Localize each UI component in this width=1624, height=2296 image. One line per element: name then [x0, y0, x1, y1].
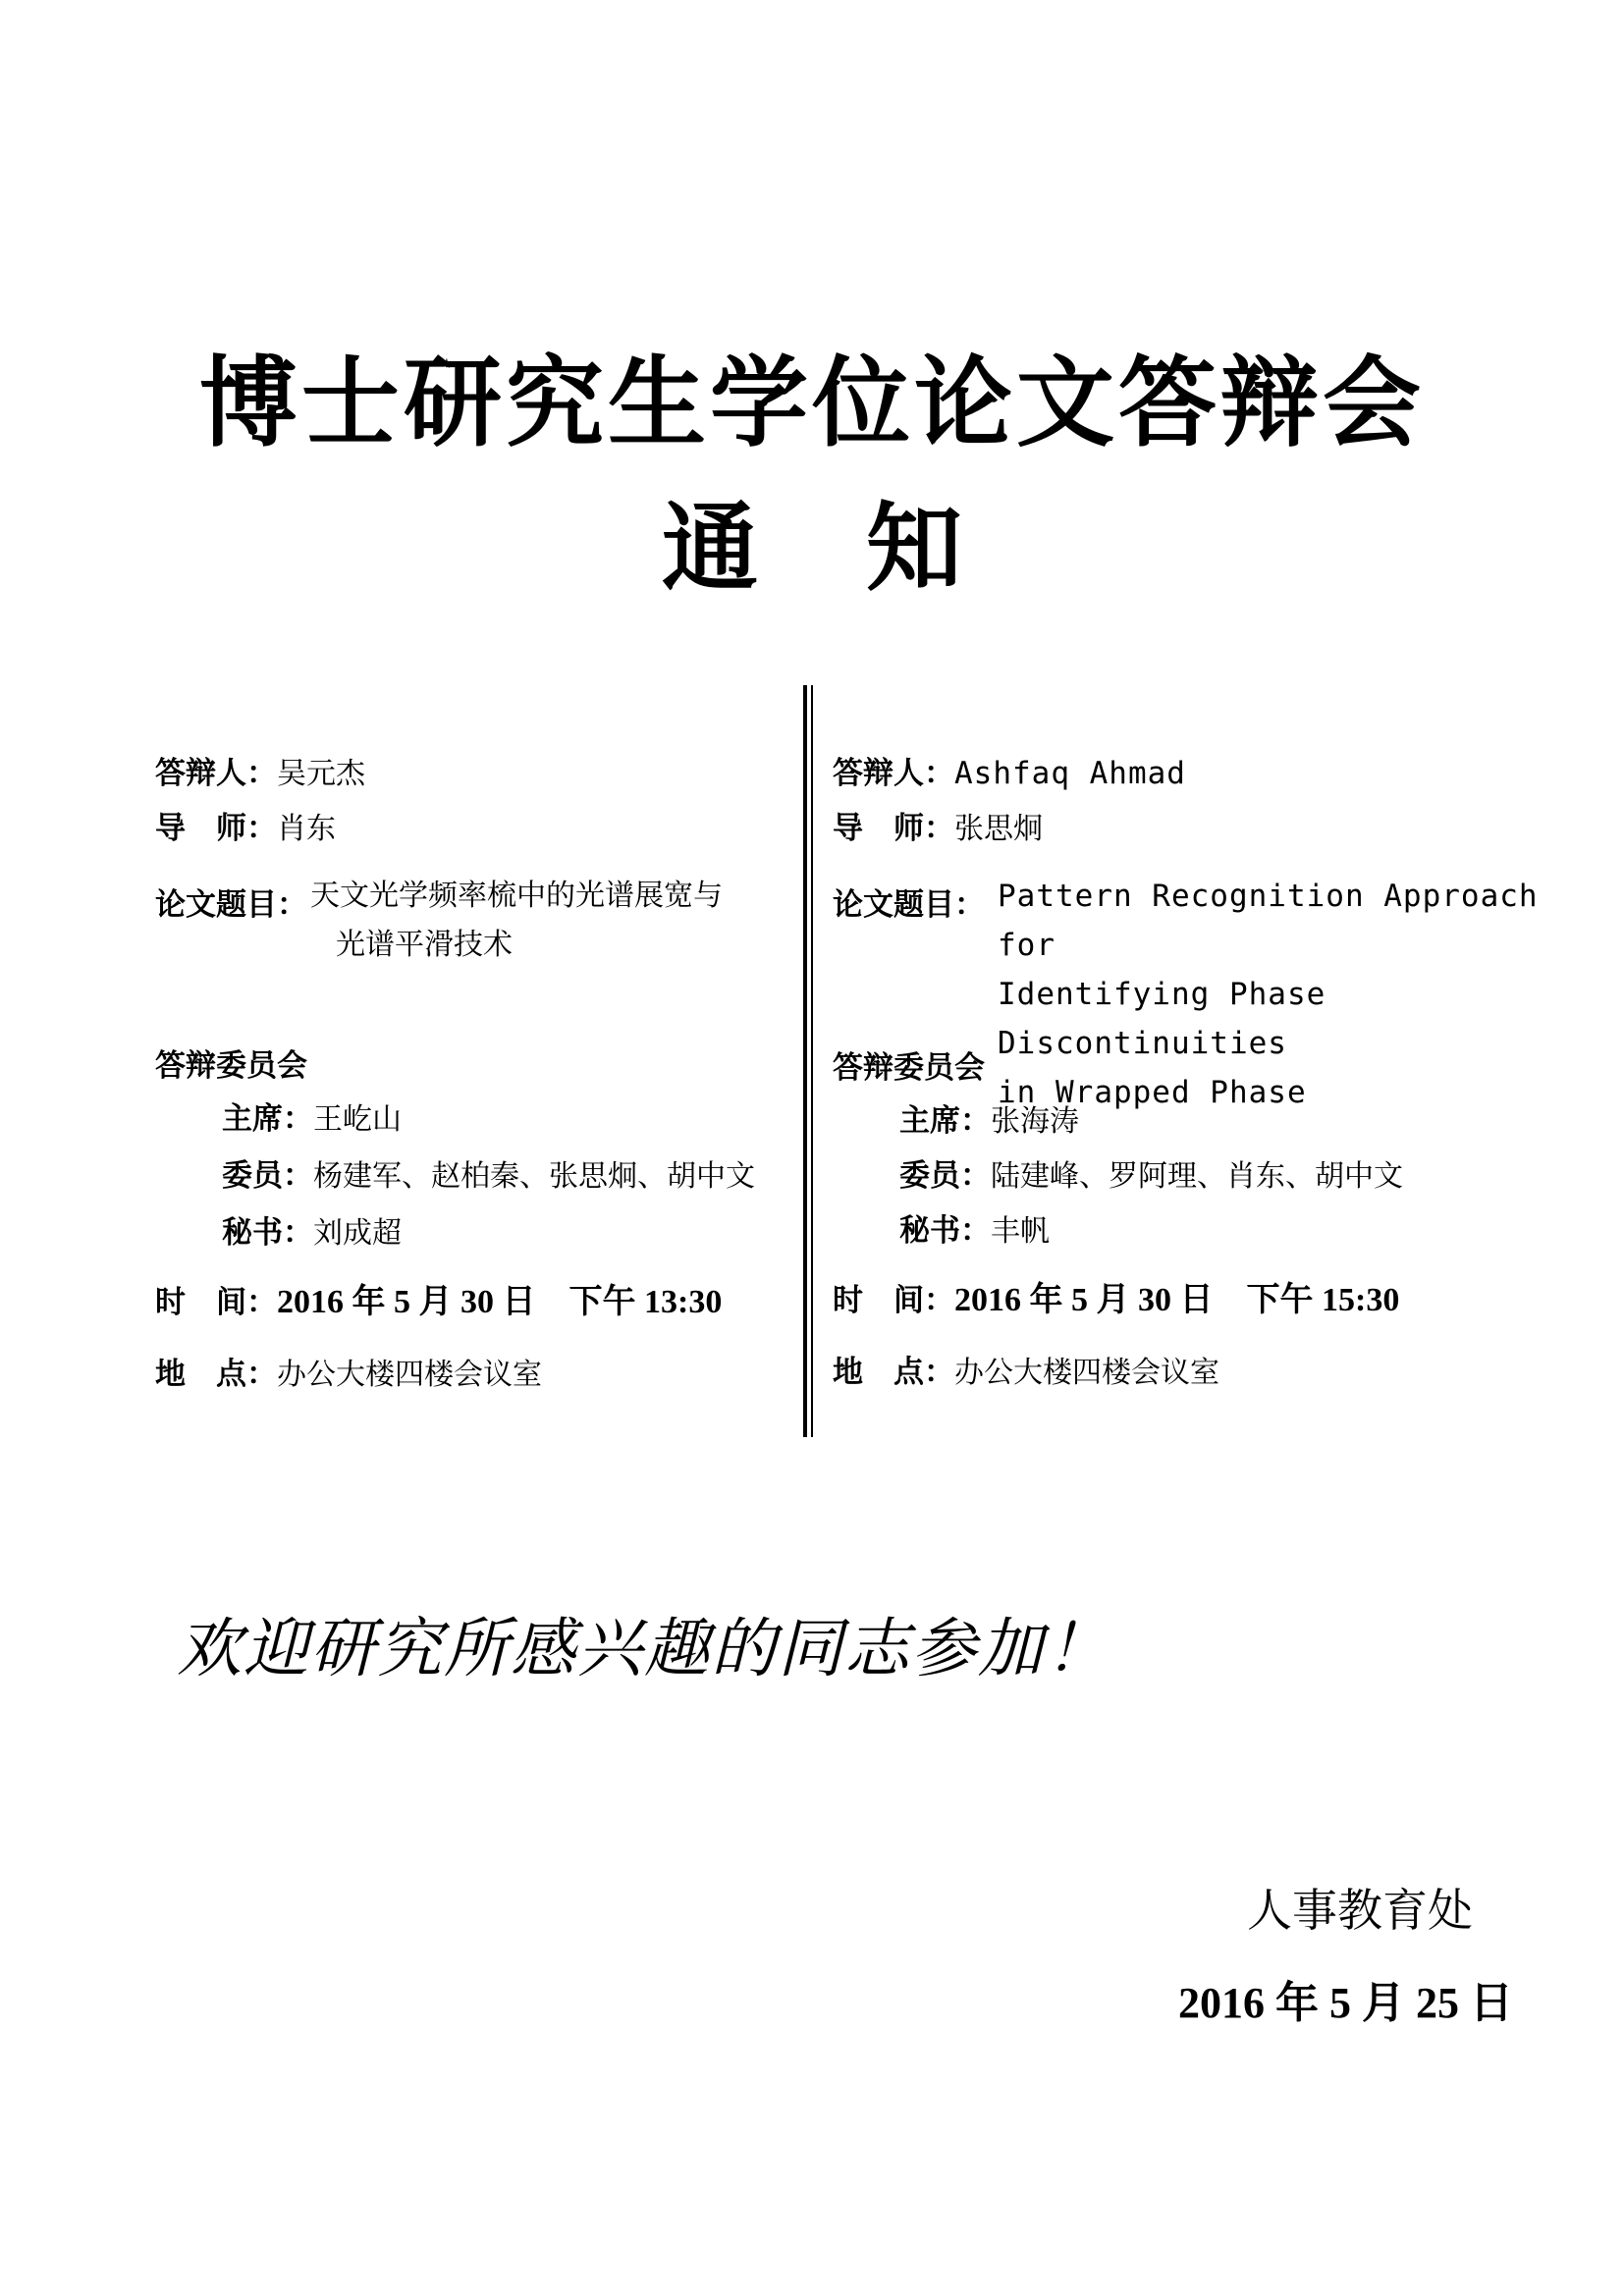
defender-row: [833, 748, 1186, 792]
defender-name: Ashfaq Ahmad: [954, 756, 1186, 791]
advisor-name: 张思炯: [954, 812, 1043, 846]
members-label: 委员：: [222, 1158, 313, 1194]
thesis-title-line: 天文光学频率梳中的光谱展宽与: [310, 879, 723, 913]
secretary-label: 秘书：: [222, 1215, 313, 1251]
place-label: 地 点：: [155, 1357, 277, 1392]
defender-name: 吴元杰: [277, 757, 365, 791]
time-value: 2016 年 5 月 30 日 下午 15:30: [954, 1282, 1400, 1318]
members-row: [155, 1150, 755, 1195]
advisor-name: 肖东: [277, 812, 336, 846]
defender-row: [155, 748, 365, 792]
chair-row: [833, 1095, 1079, 1140]
thesis-row: [833, 880, 985, 924]
column-divider: [803, 685, 813, 1437]
secretary-name: 刘成超: [313, 1216, 402, 1251]
thesis-title: [310, 872, 723, 970]
thesis-title-line: 光谱平滑技术: [336, 928, 513, 962]
thesis-title: [998, 872, 1559, 1117]
advisor-label: 导 师：: [833, 811, 954, 846]
advisor-row: [155, 803, 336, 847]
thesis-label: 论文题目：: [155, 887, 307, 923]
place-value: 办公大楼四楼会议室: [277, 1358, 542, 1392]
welcome-message: 欢迎研究所感兴趣的同志参加！: [177, 1611, 1111, 1686]
chair-row: [155, 1094, 402, 1138]
defender-label: 答辩人：: [155, 756, 277, 791]
chair-name: 张海涛: [991, 1104, 1079, 1139]
members-names: 杨建军、赵柏秦、张思炯、胡中文: [313, 1159, 755, 1194]
time-row: [155, 1274, 722, 1322]
issue-date: 2016 年 5 月 25 日: [1178, 1979, 1513, 2027]
secretary-label: 秘书：: [899, 1213, 991, 1249]
secretary-name: 丰帆: [991, 1214, 1050, 1249]
chair-label: 主席：: [899, 1103, 991, 1139]
notice-subtitle: 通知: [661, 492, 1070, 605]
committee-heading: 答辩委员会: [833, 1050, 985, 1086]
time-label: 时 间：: [155, 1285, 277, 1320]
place-value: 办公大楼四楼会议室: [954, 1356, 1219, 1390]
time-row: [833, 1272, 1399, 1320]
chair-label: 主席：: [222, 1101, 313, 1137]
place-row: [155, 1349, 542, 1393]
notice-title: 博士研究生学位论文答辩会: [199, 345, 1425, 460]
time-value: 2016 年 5 月 30 日 下午 13:30: [277, 1284, 723, 1320]
thesis-title-line: Identifying Phase Discontinuities: [998, 977, 1326, 1061]
members-names: 陆建峰、罗阿理、肖东、胡中文: [991, 1159, 1403, 1194]
secretary-row: [833, 1205, 1050, 1250]
place-label: 地 点：: [833, 1355, 954, 1390]
members-row: [833, 1150, 1403, 1195]
advisor-row: [833, 803, 1043, 847]
thesis-title-line: in Wrapped Phase: [998, 1075, 1307, 1110]
advisor-label: 导 师：: [155, 811, 277, 846]
defender-label: 答辩人：: [833, 756, 954, 791]
issuing-department: 人事教育处: [1247, 1886, 1473, 1936]
thesis-row: [155, 880, 307, 924]
time-label: 时 间：: [833, 1283, 954, 1318]
thesis-title-line: Pattern Recognition Approach for: [998, 879, 1539, 963]
members-label: 委员：: [899, 1158, 991, 1194]
committee-heading: 答辩委员会: [155, 1048, 307, 1084]
thesis-label: 论文题目：: [833, 887, 985, 923]
place-row: [833, 1347, 1219, 1391]
chair-name: 王屹山: [313, 1102, 402, 1137]
secretary-row: [155, 1207, 402, 1252]
